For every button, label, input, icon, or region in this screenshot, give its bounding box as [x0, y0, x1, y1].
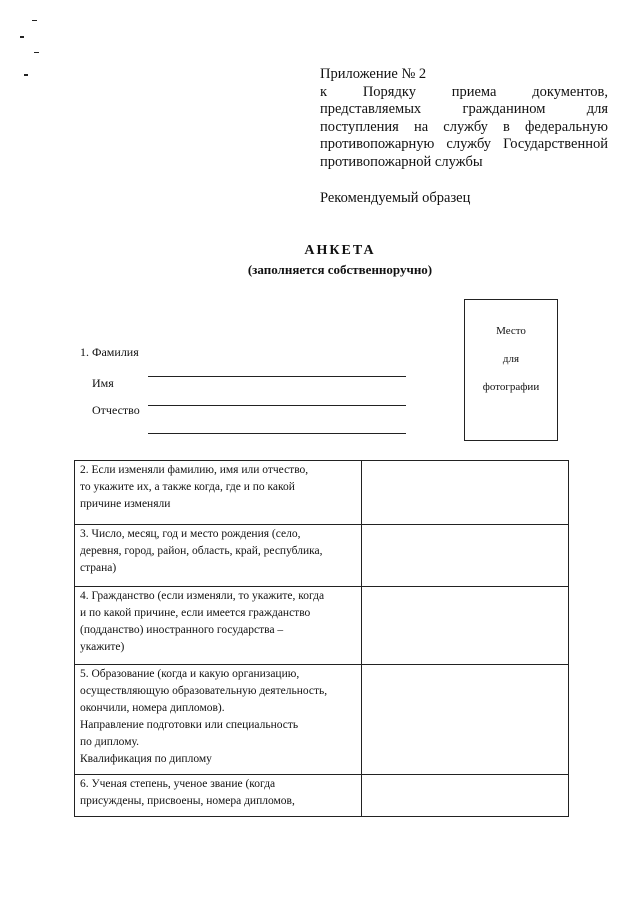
first-name-label: Имя — [92, 376, 114, 390]
question-cell: 4. Гражданство (если изменяли, то укажите, когда и по какой причине, если имеется гражданство (подданство) иностранного государства – укажите) — [75, 587, 362, 665]
answer-cell[interactable] — [362, 587, 569, 665]
appendix-title: Приложение № 2 — [320, 66, 427, 82]
appendix-body: к Порядку приема документов, представляемых гражданином для поступления на службу в федеральную противопожарную службу Государственной противопожарной службы — [320, 83, 608, 170]
question-cell: 6. Ученая степень, ученое звание (когда присуждены, присвоены, номера дипломов, — [75, 775, 362, 817]
answer-cell[interactable] — [362, 461, 569, 525]
answer-cell[interactable] — [362, 665, 569, 775]
photo-label-line2: для — [502, 353, 520, 365]
question-cell: 2. Если изменяли фамилию, имя или отчество, то укажите их, а также когда, где и по какой причине изменяли — [75, 461, 362, 525]
photo-label-line1: Место — [496, 325, 526, 337]
question-cell: 5. Образование (когда и какую организацию, осуществляющую образовательную деятельность, окончили, номера дипломов). Направление подготовки или специальность по диплому. Квалификация по диплому — [75, 665, 362, 775]
surname-line[interactable] — [148, 376, 406, 377]
patronymic-label: Отчество — [92, 403, 140, 417]
form-title: АНКЕТА — [304, 243, 376, 258]
table-row — [75, 587, 569, 665]
scan-mark — [24, 74, 28, 76]
form-subtitle: (заполняется собственноручно) — [247, 262, 433, 277]
first-name-line[interactable] — [148, 405, 406, 406]
table-row — [75, 665, 569, 775]
questionnaire-table — [74, 460, 569, 817]
table-row — [75, 525, 569, 587]
scan-mark — [34, 52, 39, 53]
scan-mark — [20, 36, 24, 38]
recommended-sample-label: Рекомендуемый образец — [320, 189, 471, 206]
table-row — [75, 461, 569, 525]
answer-cell[interactable] — [362, 525, 569, 587]
scan-mark — [32, 20, 37, 21]
table-row — [75, 775, 569, 817]
appendix-header — [320, 66, 608, 207]
question-cell: 3. Число, месяц, год и место рождения (село, деревня, город, район, область, край, республика, страна) — [75, 525, 362, 587]
photo-label-line3: фотографии — [482, 381, 540, 393]
answer-cell[interactable] — [362, 775, 569, 817]
patronymic-line[interactable] — [148, 433, 406, 434]
photo-placeholder — [464, 299, 558, 441]
surname-label: 1. Фамилия — [80, 345, 139, 359]
